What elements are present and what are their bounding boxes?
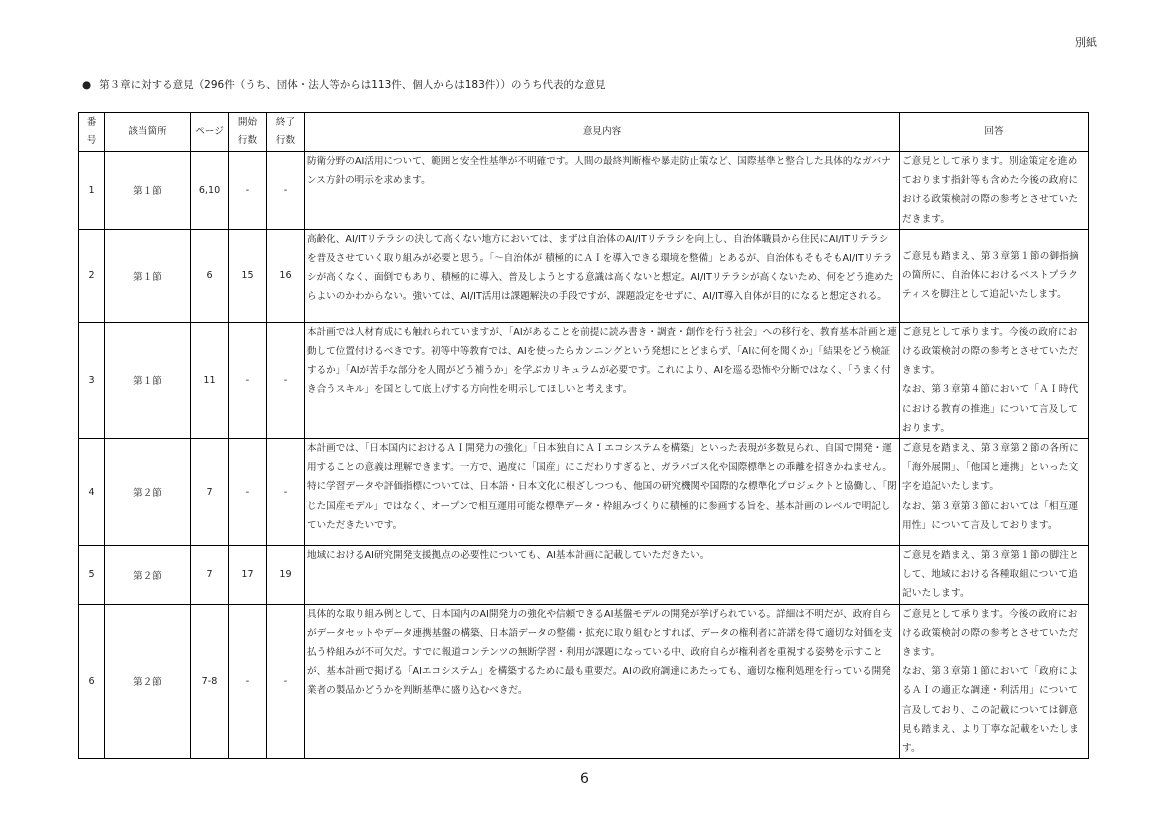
row-answer: ご意見として承ります。今後の政府における政策検討の際の参考とさせていただきます。 なお、第３章第４節において「ＡＩ時代における教育の推進」について言及しております。 <box>900 322 1089 438</box>
row-opinion: 本計画では、「日本国内におけるＡＩ開発力の強化」「日本独自にＡＩエコシステムを構築」といった表現が多数見られ、自国で開発・運用することの意義は理解できます。一方で、過度に「国産」にこだわりすぎると、ガラパゴス化や国際標準との乖離を招きかねません。 特に学習データや評価指標については、日本語・日本文化に根ざしつつも、他国の研究機関や国際的な標準化プロジェクトと協働し、「閉じた国産モデル」ではなく、オープンで相互運用可能な標準データ・枠組みづくりに積極的に参画する旨を、基本計画のレベルで明記していただきたいです。 <box>305 439 900 546</box>
table-row <box>79 546 1089 605</box>
header-opinion: 意見内容 <box>305 113 900 152</box>
row-opinion: 地域におけるAI研究開発支援拠点の必要性についても、AI基本計画に記載していただきたい。 <box>305 546 900 605</box>
table-row <box>79 229 1089 322</box>
row-section: 第１節 <box>105 152 191 230</box>
row-end-line: - <box>267 322 305 438</box>
row-no: 1 <box>79 152 105 230</box>
row-page: 7 <box>191 439 229 546</box>
annex-label: 別紙 <box>1075 36 1097 49</box>
row-page: 6 <box>191 229 229 322</box>
row-start-line: - <box>229 439 267 546</box>
row-page: 7 <box>191 546 229 605</box>
row-start-line: - <box>229 152 267 230</box>
row-end-line: 19 <box>267 546 305 605</box>
row-section: 第１節 <box>105 322 191 438</box>
row-end-line: - <box>267 439 305 546</box>
row-no: 2 <box>79 229 105 322</box>
header-page: ページ <box>191 113 229 152</box>
row-start-line: - <box>229 322 267 438</box>
header-section: 該当箇所 <box>105 113 191 152</box>
bullet-icon: ● <box>82 79 92 91</box>
header-end-line-2: 行数 <box>275 135 296 146</box>
row-opinion: 本計画では人材育成にも触れられていますが、「AIがあることを前提に読み書き・調査・創作を行う社会」への移行を、教育基本計画と連動して位置付けるべきです。初等中等教育では、AIを使ったらカンニングという発想にとどまらず、「AIに何を聞くか」「結果をどう検証するか」「AIが苦手な部分を人間がどう補うか」を学ぶカリキュラムが必要です。これにより、AIを巡る恐怖や分断ではなく、「うまく付き合うスキル」を国として底上げする方向性を明示してほしいと考えます。 <box>305 322 900 438</box>
row-answer: ご意見として承ります。別途策定を進めております指針等も含めた今後の政府における政策検討の際の参考とさせていただきます。 <box>900 152 1089 230</box>
header-start-line-1: 開始 <box>237 117 258 128</box>
row-section: 第２節 <box>105 546 191 605</box>
table-row <box>79 152 1089 230</box>
row-opinion: 具体的な取り組み例として、日本国内のAI開発力の強化や信頼できるAI基盤モデルの開発が挙げられている。詳細は不明だが、政府自らがデータセットやデータ連携基盤の構築、日本語データの整備・拡充に取り組むとすれば、データの権利者に許諾を得て適切な対価を支払う枠組みが不可欠だ。すでに報道コンテンツの無断学習・利用が課題になっている中、政府自らが権利者を重視する姿勢を示すことが、基本計画で掲げる「AIエコシステム」を構築するために最も重要だ。AIの政府調達にあたっても、適切な権利処理を行っている開発業者の製品かどうかを判断基準に盛り込むべきだ。 <box>305 604 900 759</box>
table-header-row <box>79 113 1089 152</box>
row-start-line: 15 <box>229 229 267 322</box>
row-end-line: 16 <box>267 229 305 322</box>
section-heading <box>82 77 606 92</box>
header-end-line <box>267 113 305 152</box>
opinions-table <box>78 112 1089 759</box>
row-answer: ご意見として承ります。今後の政府における政策検討の際の参考とさせていただきます。 なお、第３章第１節において「政府によるＡＩの適正な調達・利活用」について言及しており、この記載については御意見も踏まえ、より丁寧な記載をいたします。 <box>900 604 1089 759</box>
page-number: 6 <box>580 771 589 787</box>
header-start-line-2: 行数 <box>237 135 258 146</box>
row-section: 第２節 <box>105 439 191 546</box>
table-row <box>79 604 1089 759</box>
row-opinion: 防衛分野のAI活用について、範囲と安全性基準が不明確です。人間の最終判断権や暴走防止策など、国際基準と整合した具体的なガバナンス方針の明示を求めます。 <box>305 152 900 230</box>
header-end-line-1: 終了 <box>275 117 296 128</box>
row-end-line: - <box>267 604 305 759</box>
row-section: 第２節 <box>105 604 191 759</box>
row-opinion: 高齢化、AI/ITリテラシの決して高くない地方においては、まずは自治体のAI/ITリテラシを向上し、自治体職員から住民にAI/ITリテラシを普及させていく取り組みが必要と思う。「～自治体が 積極的にＡＩを導入できる環境を整備」とあるが、自治体もそもそもAI/ITリテラシが高くなく、面倒でもあり、積極的に導入、普及しようとする意識は高くないと想定。AI/ITリテラシが高くないため、何をどう進めたらよいのかわからない。強いては、AI/IT活用は課題解決の手段ですが、課題設定をせずに、AI/IT導入自体が目的になると想定される。 <box>305 229 900 322</box>
row-answer: ご意見も踏まえ、第３章第１節の御指摘の箇所に、自治体におけるベストプラクティスを脚注として追記いたします。 <box>900 229 1089 322</box>
table-row <box>79 322 1089 438</box>
row-page: 6,10 <box>191 152 229 230</box>
row-start-line: 17 <box>229 546 267 605</box>
row-no: 3 <box>79 322 105 438</box>
row-no: 6 <box>79 604 105 759</box>
section-heading-text: 第３章に対する意見（296件（うち、団体・法人等からは113件、個人からは183件））のうち代表的な意見 <box>99 79 606 91</box>
header-start-line <box>229 113 267 152</box>
header-no: 番号 <box>79 113 105 152</box>
row-end-line: - <box>267 152 305 230</box>
header-answer: 回答 <box>900 113 1089 152</box>
row-no: 5 <box>79 546 105 605</box>
row-answer: ご意見を踏まえ、第３章第２節の各所に「海外展開」、「他国と連携」といった文字を追記いたします。 なお、第３章第３節においては「相互運用性」について言及しております。 <box>900 439 1089 546</box>
row-start-line: - <box>229 604 267 759</box>
row-no: 4 <box>79 439 105 546</box>
table-row <box>79 439 1089 546</box>
row-answer: ご意見を踏まえ、第３章第１節の脚注として、地域における各種取組について追記いたします。 <box>900 546 1089 605</box>
row-page: 11 <box>191 322 229 438</box>
row-section: 第１節 <box>105 229 191 322</box>
row-page: 7-8 <box>191 604 229 759</box>
